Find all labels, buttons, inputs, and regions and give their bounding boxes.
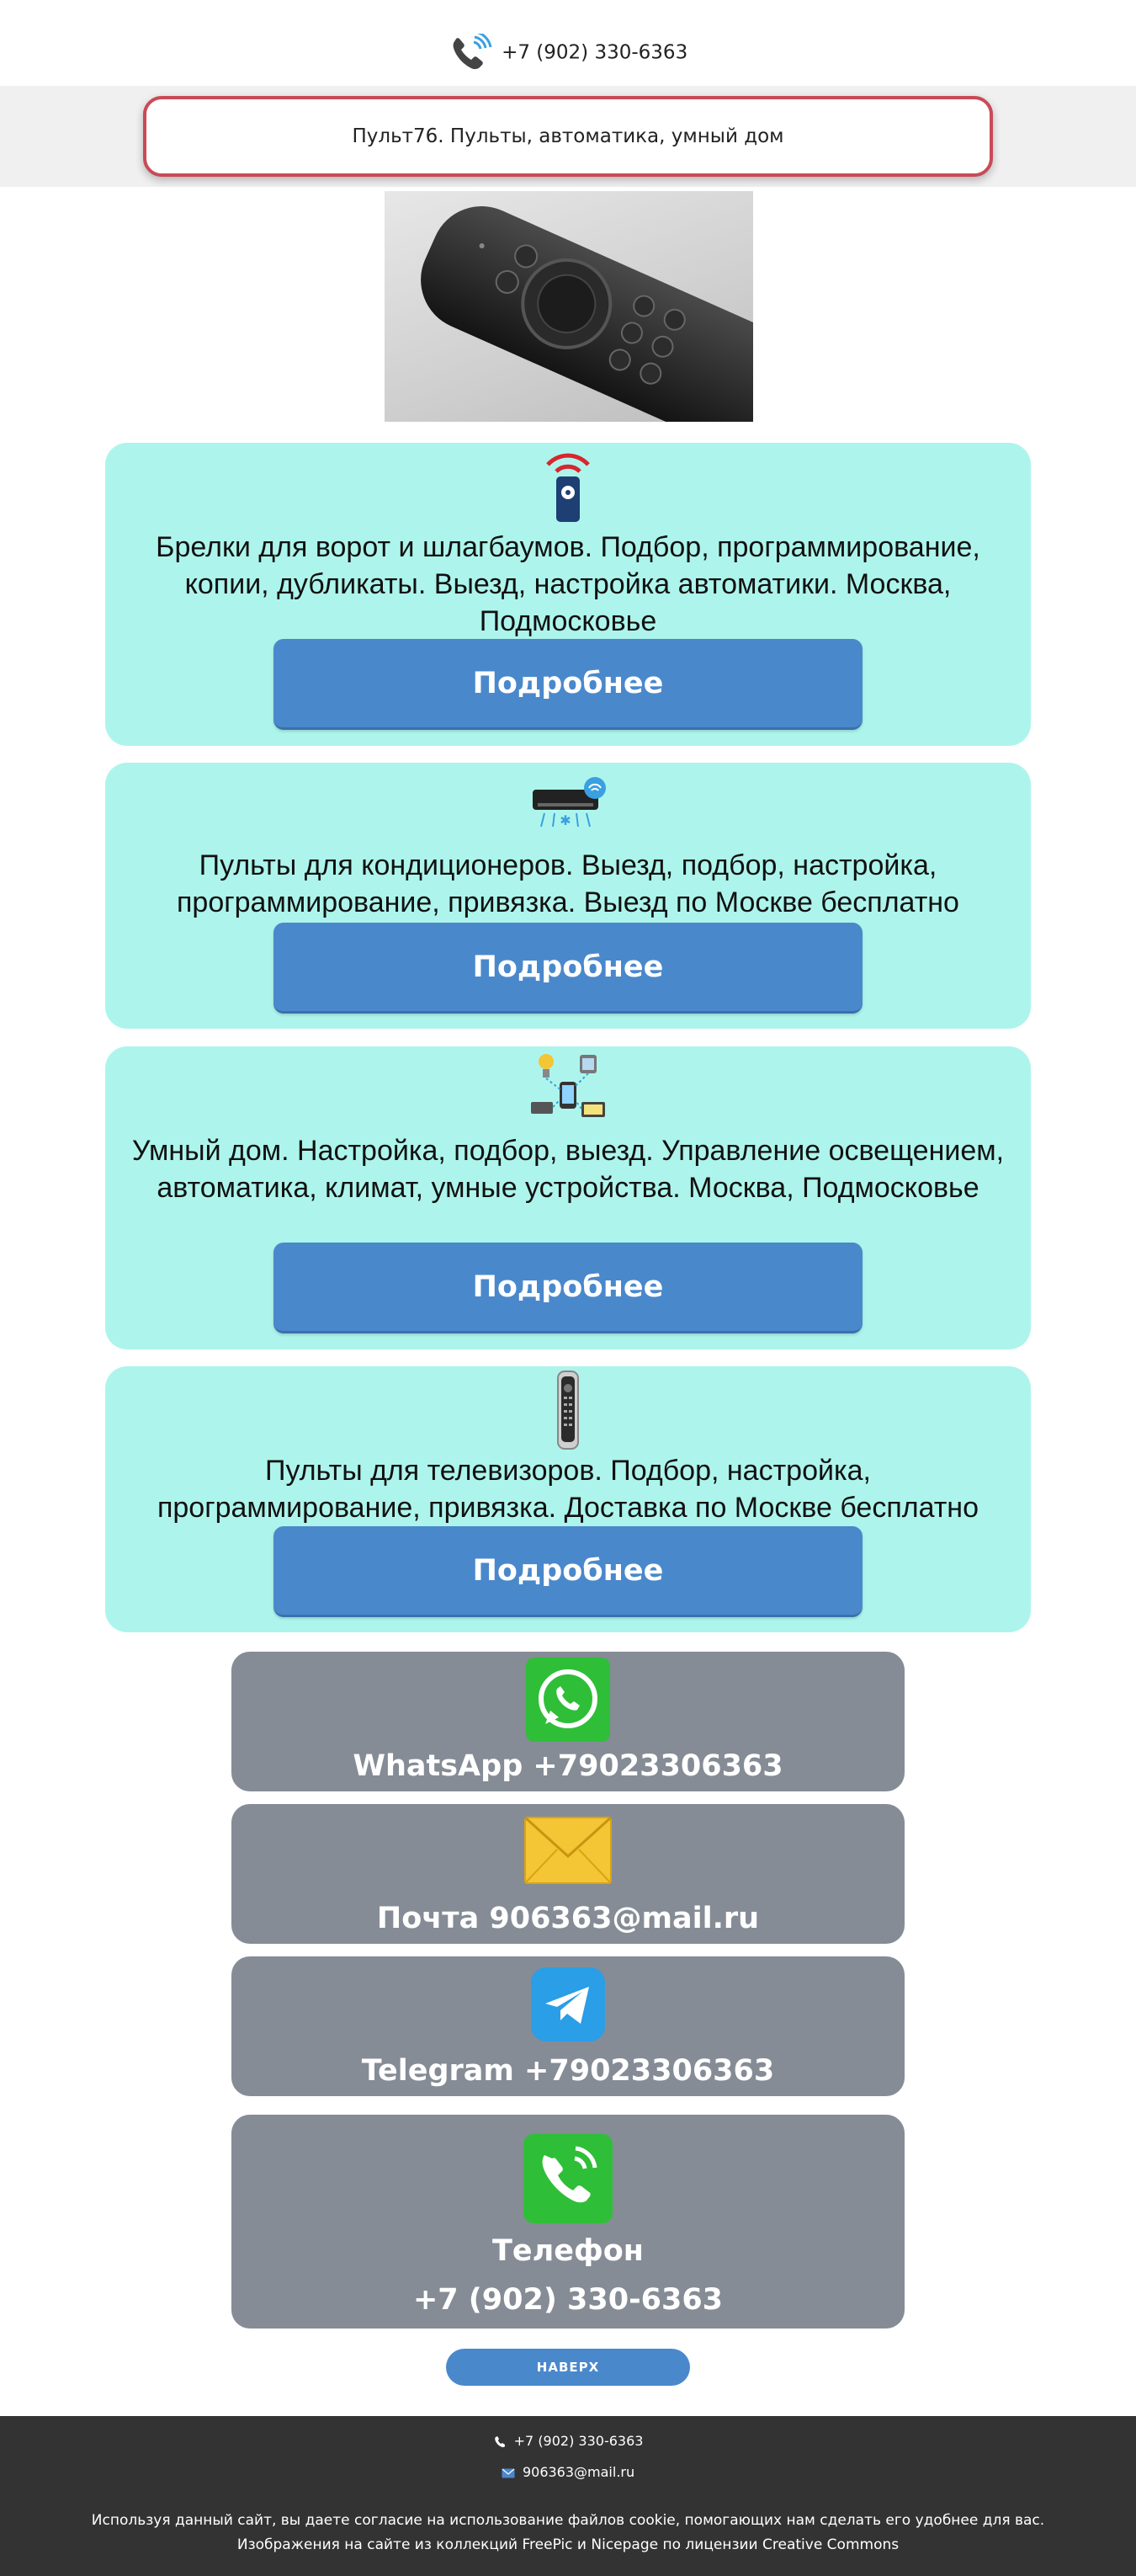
service-card-gate-remotes (105, 443, 1031, 746)
top-bar (0, 0, 1136, 86)
telegram-label: Telegram +79023306363 (361, 2054, 775, 2088)
telegram-contact[interactable] (231, 1956, 905, 2096)
phone-icon (493, 2435, 507, 2449)
service-card-tv-remotes (105, 1366, 1031, 1632)
service-card-text: Умный дом. Настройка, подбор, выезд. Управление освещением, автоматика, климат, умные устройства. Москва, Подмосковье (131, 1135, 1005, 1204)
remote-control-photo-icon (385, 191, 753, 422)
smart-home-icon (528, 1050, 608, 1131)
details-button[interactable]: Подробнее (273, 1526, 863, 1617)
mail-icon (502, 2468, 515, 2478)
footer-email[interactable] (0, 2464, 1136, 2480)
service-card-text: Брелки для ворот и шлагбаумов. Подбор, программирование, копии, дубликаты. Выезд, настройка автоматики. Москва, Подмосковье (156, 531, 980, 637)
details-button[interactable]: Подробнее (273, 639, 863, 730)
back-to-top-button[interactable]: НАВЕРХ (446, 2349, 690, 2386)
whatsapp-contact[interactable] (231, 1652, 905, 1791)
service-card-text: Пульты для телевизоров. Подбор, настройка, программирование, привязка. Доставка по Москве бесплатно (157, 1455, 979, 1524)
phone-call-icon (523, 2133, 613, 2224)
hero-remote-image (385, 191, 753, 422)
service-card-smart-home (105, 1046, 1031, 1349)
license-notice: Изображения на сайте из коллекций FreePic и Nicepage по лицензии Creative Commons (236, 2536, 900, 2553)
email-label: Почта 906363@mail.ru (376, 1902, 760, 1935)
footer-phone-text: +7 (902) 330-6363 (513, 2433, 644, 2449)
banner-band (0, 86, 1136, 187)
whatsapp-label: WhatsApp +79023306363 (353, 1749, 783, 1783)
air-conditioner-icon (528, 774, 608, 830)
site-title-banner (143, 96, 993, 177)
footer (0, 2416, 1136, 2576)
footer-email-text: 906363@mail.ru (522, 2464, 635, 2480)
details-button[interactable]: Подробнее (273, 923, 863, 1014)
whatsapp-icon (525, 1657, 611, 1743)
cookie-notice: Используя данный сайт, вы даете согласие на использование файлов cookie, помогающих нам сделать его удобнее для вас. (91, 2512, 1045, 2529)
header-phone-text: +7 (902) 330-6363 (502, 41, 688, 64)
service-card-text: Пульты для кондиционеров. Выезд, подбор, настройка, программирование, привязка. Выезд по Москве бесплатно (177, 849, 959, 918)
phone-contact-number: +7 (902) 330-6363 (412, 2283, 724, 2317)
site-title: Пульт76. Пульты, автоматика, умный дом (352, 125, 784, 147)
telegram-icon (530, 1967, 606, 2042)
remote-signal-icon (538, 446, 598, 524)
service-card-ac-remotes (105, 763, 1031, 1029)
email-contact[interactable] (231, 1804, 905, 1944)
details-button[interactable]: Подробнее (273, 1243, 863, 1333)
header-phone[interactable] (0, 34, 1136, 72)
tv-remote-icon (551, 1370, 585, 1450)
footer-phone[interactable] (0, 2433, 1136, 2449)
phone-contact[interactable] (231, 2115, 905, 2329)
phone-contact-label: Телефон (492, 2234, 644, 2268)
footer-notices (0, 2509, 1136, 2557)
phone-call-icon (449, 34, 492, 72)
svg-text:✱: ✱ (560, 812, 571, 828)
envelope-icon (523, 1816, 613, 1885)
